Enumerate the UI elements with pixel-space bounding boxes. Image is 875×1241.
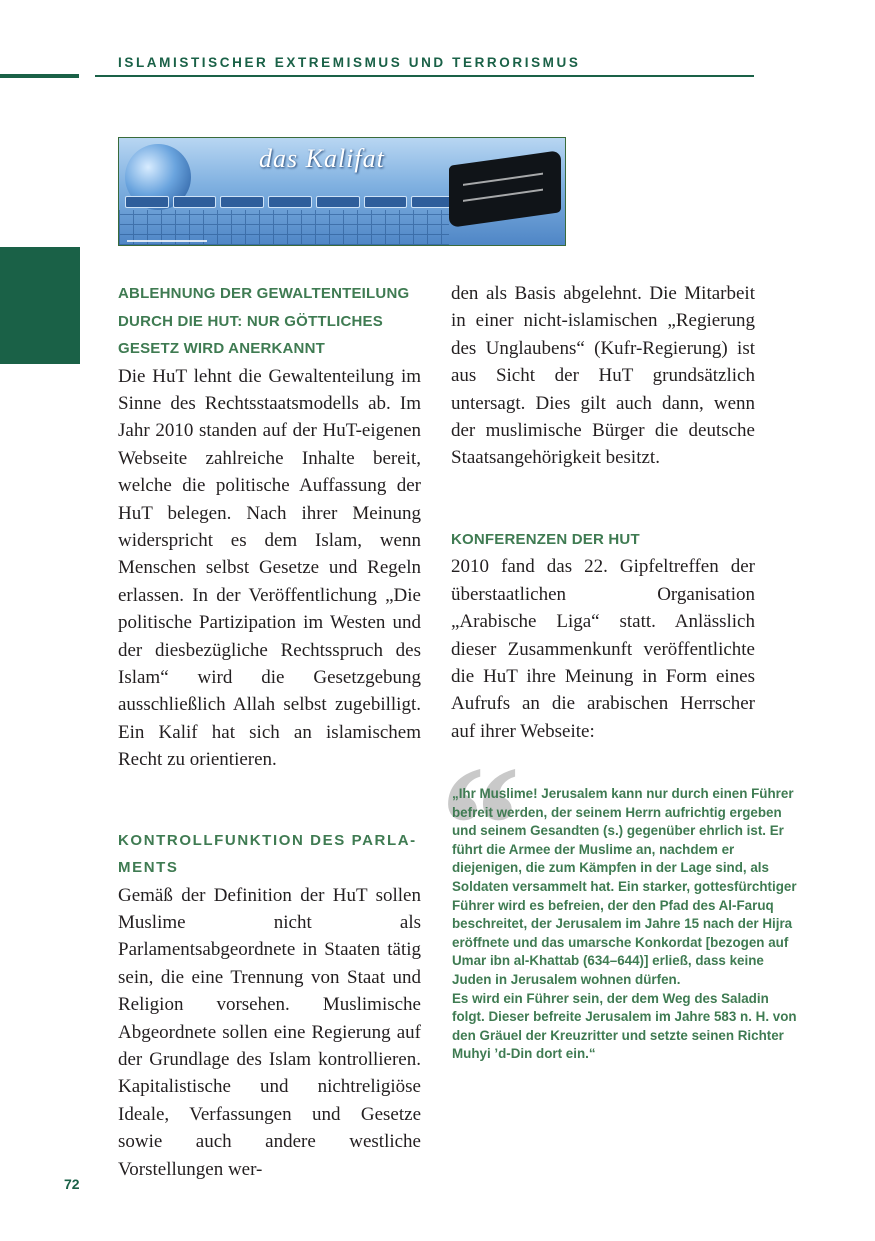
page-number: 72 bbox=[64, 1176, 80, 1192]
header-accent-bar bbox=[0, 74, 79, 78]
quote-paragraph-1: „Ihr Muslime! Jerusalem kann nur durch einen Führer befreit werden, der seinem Herrn aufrichtig ergeben und seinem Gesandten (s.) gegenüber ehrlich ist. Er führt die Armee der Muslime an, nachdem er diejenigen, die zum Kämpfen in der Lage sind, als Soldaten versammelt hat. Ein starker, gottesfürchtiger Führer wird es befreien, der den Pfad des Al-Faruq beschreitet, der Jerusalem im Jahre 15 nach der Hijra eröffnete und das umarsche Konkordat [bezogen auf Umar ibn al-Khattab (634–644)] erließ, dass keine Juden in Jerusalem wohnen dürfen. bbox=[452, 786, 797, 987]
section-body-kontrollfunktion: Gemäß der Definition der HuT sollen Muslime nicht als Parlamentsabgeordnete in Staaten tätig sein, die eine Trennung von Staat und Religion vorsehen. Muslimische Abgeordnete sollen eine Regierung auf der Grundlage des Islam kontrollieren. Kapitalistische und nichtreligiöse Ideale, Verfassungen und Gesetze sowie auch andere westliche Vorstellungen wer- bbox=[118, 884, 421, 1180]
right-column bbox=[451, 280, 755, 745]
banner-logo-text: das Kalifat bbox=[259, 144, 385, 173]
website-banner-image bbox=[118, 137, 566, 246]
black-flag-graphic bbox=[449, 150, 561, 228]
continued-paragraph: den als Basis abgelehnt. Die Mitarbeit in einer nicht-islamischen „Regierung des Unglaubens“ (Kufr-Regierung) ist aus Sicht der HuT grundsätzlich untersagt. Dies gilt auch dann, wenn der muslimische Bürger die deutsche Staatsangehörigkeit besitzt. bbox=[451, 283, 755, 469]
running-header: ISLAMISTISCHER EXTREMISMUS UND TERRORISMUS bbox=[118, 55, 581, 70]
header-rule bbox=[95, 75, 754, 77]
quotation-mark-icon: “ bbox=[432, 731, 517, 919]
section-heading-kontrollfunktion: KONTROLLFUNKTION DES PARLA- MENTS bbox=[118, 831, 417, 877]
left-column bbox=[118, 280, 421, 1183]
section-body-konferenzen: 2010 fand das 22. Gipfeltreffen der überstaatlichen Organisation „Arabische Liga“ statt. Anlässlich dieser Zusammenkunft veröffentlichte die HuT ihre Meinung in Form eines Aufrufs an die arabischen Herrscher auf ihrer Webseite: bbox=[451, 556, 755, 742]
chapter-side-tab bbox=[0, 247, 80, 364]
banner-nav-row bbox=[125, 196, 455, 208]
section-body-gewaltenteilung: Die HuT lehnt die Gewaltenteilung im Sinne des Rechtsstaatsmodells ab. Im Jahr 2010 standen auf der HuT-eigenen Webseite zahlreiche Inhalte bereit, welche die politische Auffassung der HuT belegen. Nach ihrer Meinung widerspricht es dem Islam, wenn Menschen selbst Gesetze und Regeln erlassen. In der Veröffentlichung „Die politische Partizipation im Westen und der diesbezügliche Rechtsspruch des Islam“ wird die Gesetzgebung ausschließlich Allah selbst zugebilligt. Ein Kalif hat sich an islamischem Recht zu orientieren. bbox=[118, 365, 421, 771]
calligraphy-graphic bbox=[127, 218, 207, 242]
section-heading-gewaltenteilung: ABLEHNUNG DER GEWALTENTEILUNG DURCH DIE HUT: NUR GÖTTLICHES GESETZ WIRD ANERKANNT bbox=[118, 285, 410, 357]
pull-quote bbox=[452, 785, 797, 1064]
quote-paragraph-2: Es wird ein Führer sein, der dem Weg des Saladin folgt. Dieser befreite Jerusalem im Jahre 583 n. H. von den Gräuel der Kreuzritter und setzte seinen Richter Muhyi ’d-Din dort ein.“ bbox=[452, 990, 797, 1062]
section-heading-konferenzen: KONFERENZEN DER HUT bbox=[451, 530, 640, 548]
